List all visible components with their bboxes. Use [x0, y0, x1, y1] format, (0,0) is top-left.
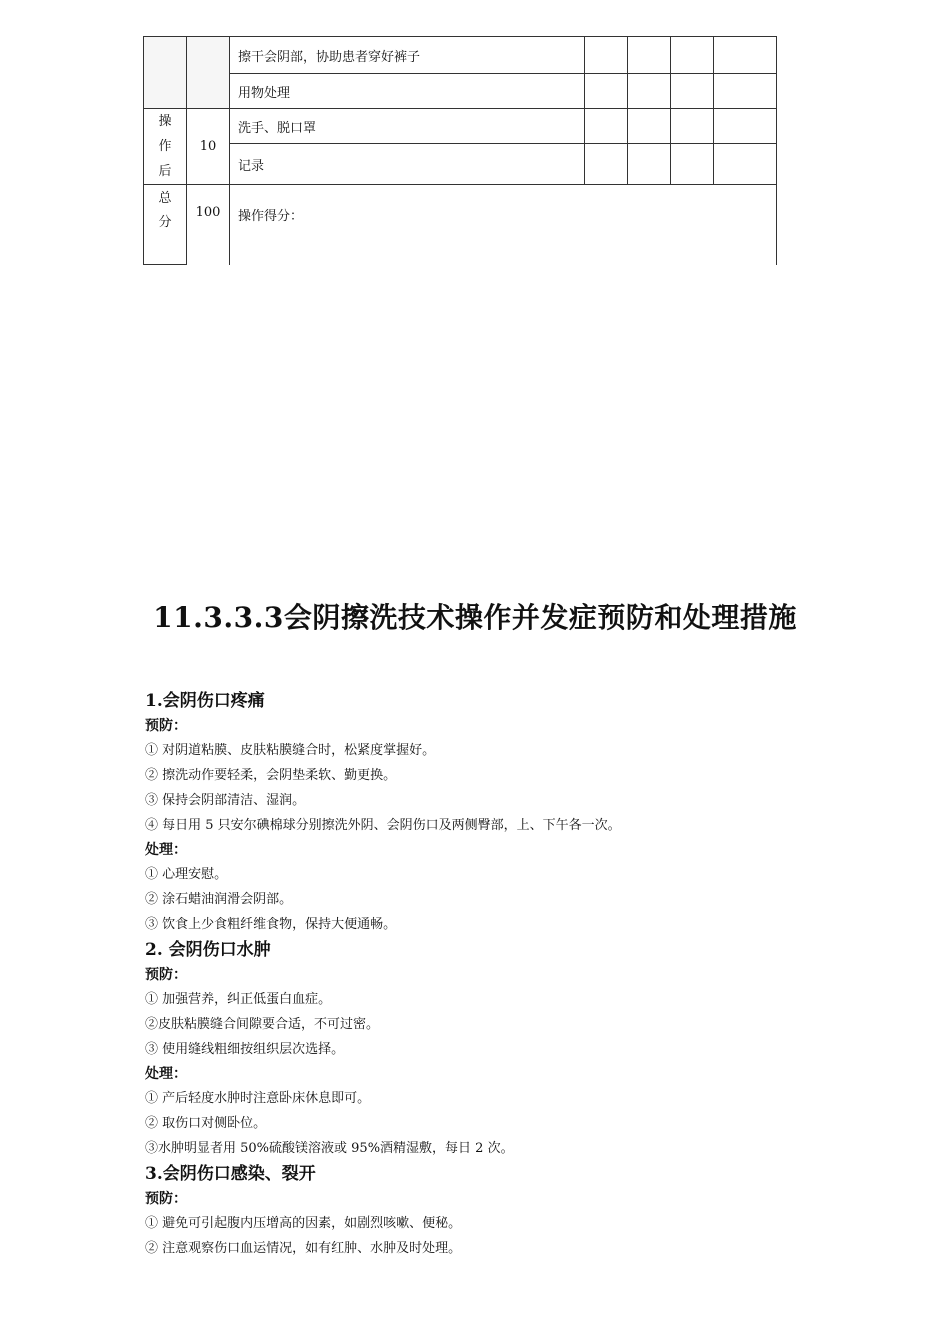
list-item: ③水肿明显者用 50%硫酸镁溶液或 95%酒精湿敷，每日 2 次。 — [145, 1141, 514, 1156]
grade-cell — [714, 74, 777, 109]
score-cell — [187, 37, 230, 109]
grade-cell — [628, 109, 671, 144]
step-cell: 洗手、脱口罩 — [230, 109, 585, 144]
list-item: ④ 每日用 5 只安尔碘棉球分别擦洗外阴、会阴伤口及两侧臀部，上、下午各一次。 — [145, 818, 621, 833]
list-item: ② 涂石蜡油润滑会阴部。 — [145, 892, 293, 907]
prevention-label: 预防： — [145, 1191, 187, 1207]
grade-cell — [714, 37, 777, 74]
label-char: 分 — [158, 215, 172, 230]
label-char: 后 — [158, 164, 172, 179]
category-cell — [144, 37, 187, 109]
grade-cell — [628, 74, 671, 109]
total-label — [144, 185, 187, 265]
grade-cell — [714, 144, 777, 185]
after-operation-score: 10 — [187, 109, 230, 185]
grade-cell — [671, 109, 714, 144]
treatment-label: 处理： — [145, 1066, 187, 1082]
list-item: ② 取伤口对侧卧位。 — [145, 1116, 267, 1131]
grade-cell — [585, 109, 628, 144]
step-cell: 擦干会阴部，协助患者穿好裤子 — [230, 37, 585, 74]
grade-cell — [671, 74, 714, 109]
table-row — [144, 37, 777, 74]
list-item: ② 擦洗动作要轻柔，会阴垫柔软、勤更换。 — [145, 768, 397, 783]
section-heading: 3.会阴伤口感染、裂开 — [145, 1164, 316, 1184]
grade-cell — [585, 144, 628, 185]
list-item: ③ 饮食上少食粗纤维食物，保持大便通畅。 — [145, 917, 397, 932]
prevention-label: 预防： — [145, 967, 187, 983]
list-item: ②皮肤粘膜缝合间隙要合适，不可过密。 — [145, 1017, 380, 1032]
table-row — [144, 74, 777, 109]
list-item: ① 对阴道粘膜、皮肤粘膜缝合时，松紧度掌握好。 — [145, 743, 436, 758]
step-cell: 记录 — [230, 144, 585, 185]
section-title: 11.3.3.3会阴擦洗技术操作并发症预防和处理措施 — [153, 601, 797, 634]
grade-cell — [585, 74, 628, 109]
complications-content — [145, 688, 845, 1261]
section-heading: 1.会阴伤口疼痛 — [145, 691, 265, 711]
label-char: 操 — [158, 114, 172, 129]
list-item: ① 心理安慰。 — [145, 867, 228, 882]
after-operation-label — [144, 109, 187, 185]
grade-cell — [628, 144, 671, 185]
treatment-label: 处理： — [145, 842, 187, 858]
grade-cell — [585, 37, 628, 74]
list-item: ① 避免可引起腹内压增高的因素，如剧烈咳嗽、便秘。 — [145, 1216, 462, 1231]
total-result-cell: 操作得分： — [230, 185, 777, 265]
step-cell: 用物处理 — [230, 74, 585, 109]
section-heading: 2. 会阴伤口水肿 — [145, 940, 271, 960]
total-score: 100 — [187, 185, 230, 265]
prevention-label: 预防： — [145, 718, 187, 734]
label-char: 作 — [158, 139, 172, 154]
list-item: ① 产后轻度水肿时注意卧床休息即可。 — [145, 1091, 371, 1106]
table-row — [144, 109, 777, 144]
score-table — [143, 36, 777, 265]
list-item: ③ 保持会阴部清洁、湿润。 — [145, 793, 306, 808]
list-item: ② 注意观察伤口血运情况，如有红肿、水肿及时处理。 — [145, 1241, 462, 1256]
grade-cell — [628, 37, 671, 74]
table-row — [144, 144, 777, 185]
list-item: ③ 使用缝线粗细按组织层次选择。 — [145, 1042, 345, 1057]
grade-cell — [714, 109, 777, 144]
list-item: ① 加强营养，纠正低蛋白血症。 — [145, 992, 332, 1007]
grade-cell — [671, 37, 714, 74]
grade-cell — [671, 144, 714, 185]
table-row — [144, 185, 777, 265]
label-char: 总 — [158, 191, 172, 206]
